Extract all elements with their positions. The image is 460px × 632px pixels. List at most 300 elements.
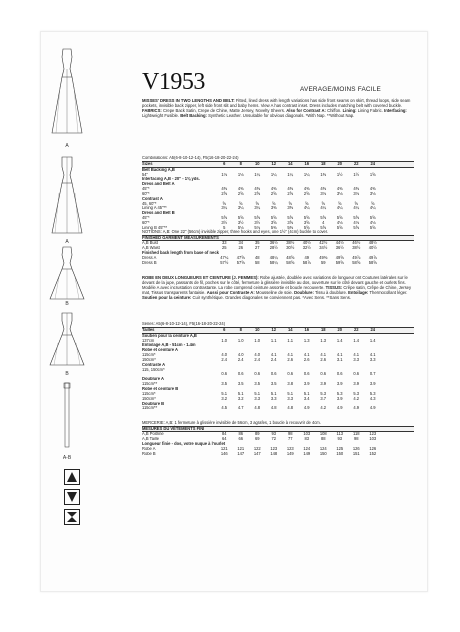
- belt-backing-text: Synthetic Leather. Unsuitable for obvious diagonals. *With Nap. **Without Nap.: [208, 112, 355, 118]
- row-label: Interfacing A,B - 20" - 1⅜ yds.: [142, 177, 200, 182]
- value-cell: 46½: [352, 240, 361, 246]
- value-cell: 3.9: [336, 395, 343, 401]
- pattern-number: V1953: [142, 69, 205, 95]
- value-cell: 3⅜: [287, 205, 294, 211]
- value-cell: 2⅝: [287, 190, 294, 196]
- row-label: 115cm**: [142, 382, 158, 387]
- value-cell: 3.3: [270, 395, 277, 401]
- value-cell: 4⅜: [270, 186, 277, 192]
- sketch-label: A: [65, 239, 69, 245]
- value-cell: 40½: [302, 240, 311, 246]
- value-cell: 5⅝: [320, 224, 327, 230]
- value-cell: 3.9: [303, 381, 310, 387]
- value-cell: 86: [238, 431, 244, 437]
- value-cell: 146: [220, 450, 228, 456]
- size-cell: 6: [223, 160, 226, 166]
- value-cell: 1.1: [287, 337, 294, 343]
- row-label: Robe et ceinture A: [142, 348, 179, 353]
- value-cell: 1¼: [303, 171, 310, 177]
- value-cell: 34½: [319, 245, 328, 251]
- tailles-header-row: [142, 327, 414, 334]
- row-label: 45"*: [142, 216, 150, 221]
- row-label: 60"*: [142, 220, 150, 225]
- value-cell: 3.5: [221, 381, 228, 387]
- value-cell: 147: [237, 450, 245, 456]
- value-cell: 5⅝: [353, 224, 360, 230]
- table-row: [142, 452, 414, 457]
- row-label: Contrast A: [142, 196, 163, 201]
- size-cell: 14: [287, 326, 293, 332]
- value-cell: 2.4: [270, 356, 277, 362]
- value-cell: 122: [253, 445, 261, 451]
- value-cell: ⅝: [321, 200, 325, 206]
- value-cell: 103: [303, 431, 311, 437]
- value-cell: 36½: [335, 245, 344, 251]
- value-cell: 47¼: [220, 254, 229, 260]
- value-cell: 4.2: [353, 395, 360, 401]
- value-cell: 58⅝: [352, 259, 361, 265]
- value-cell: 4.9: [353, 405, 360, 411]
- value-cell: 4.9: [303, 405, 310, 411]
- value-cell: 1½: [336, 171, 343, 177]
- value-cell: 4.5: [221, 405, 228, 411]
- value-cell: 5⅝: [270, 215, 277, 221]
- sizes-header-row: [142, 161, 414, 168]
- value-cell: 4.1: [287, 352, 294, 358]
- value-cell: 5.3: [320, 390, 327, 396]
- value-cell: 4.8: [287, 405, 294, 411]
- value-cell: 113: [336, 431, 344, 437]
- value-cell: 125: [336, 445, 344, 451]
- value-cell: 88: [320, 436, 326, 442]
- value-cell: 5⅝: [287, 215, 294, 221]
- value-cell: 4.1: [303, 352, 310, 358]
- row-label: A,B Poitrine: [142, 432, 164, 437]
- value-cell: 59⅝: [335, 259, 344, 265]
- value-cell: 1.4: [353, 337, 360, 343]
- size-cell: 10: [254, 326, 260, 332]
- sketch-belt: [62, 381, 72, 451]
- value-cell: 5.3: [353, 390, 360, 396]
- value-cell: 0.6: [336, 371, 343, 377]
- value-cell: 1⅜: [320, 171, 327, 177]
- value-cell: ⅝: [222, 200, 226, 206]
- value-cell: 121: [237, 445, 245, 451]
- difficulty-level: AVERAGE/MOINS FACILE: [300, 86, 381, 93]
- value-cell: 4.8: [254, 405, 261, 411]
- size-cell: 16: [304, 160, 310, 166]
- value-cell: 1⅛: [221, 171, 228, 177]
- sketch-label: B: [65, 301, 69, 307]
- value-cell: 1.0: [237, 337, 244, 343]
- value-cell: 3.3: [369, 356, 376, 362]
- value-cell: 2⅝: [221, 190, 228, 196]
- fabric-symbol-icon: [64, 489, 80, 505]
- value-cell: 28½: [269, 245, 278, 251]
- value-cell: 3⅛: [353, 190, 360, 196]
- value-cell: 2⅝: [237, 190, 244, 196]
- value-cell: 44½: [335, 240, 344, 246]
- row-label: 150cm*: [142, 396, 156, 401]
- value-cell: 33: [221, 240, 227, 246]
- mercerie-section: [142, 421, 414, 456]
- row-label: A,B Bust: [142, 241, 158, 246]
- value-cell: 69: [254, 436, 260, 442]
- value-cell: 123: [369, 431, 377, 437]
- mercerie-text: MERCERIE: A,B: 1 fermeture à glissière invisible de 56cm, 3 agrafes, 1 boucle à recouvrir de 4cm.: [142, 420, 321, 425]
- fabrics-text: Crepe Back Satin, Crepe de Chine, Matte Jersey, Novelty Sheers.: [162, 107, 286, 113]
- value-cell: 5⅝: [336, 215, 343, 221]
- value-cell: 3¼: [237, 205, 244, 211]
- value-cell: 1¼: [270, 171, 277, 177]
- value-cell: 3¼: [254, 205, 261, 211]
- value-cell: 3⅝: [287, 219, 294, 225]
- finished-measurements-title: FINISHED GARMENT MEASUREMENTS: [142, 235, 414, 242]
- soutien-text: Cuir synthétique. Grandes diagonales ne conviennent pas. *Avec Sens. **Sans Sens.: [192, 294, 351, 300]
- value-cell: 48: [254, 254, 260, 260]
- value-cell: 126: [352, 445, 360, 451]
- value-cell: 4.1: [369, 352, 376, 358]
- value-cell: 42½: [319, 240, 328, 246]
- value-cell: 108: [319, 431, 327, 437]
- longueur-title: Longueur finie - dos, votre nuque à l'ourlet: [142, 441, 226, 447]
- value-cell: 5⅝: [221, 215, 228, 221]
- size-cell: 22: [353, 326, 359, 332]
- fabrics-label: FABRICS:: [142, 107, 162, 113]
- tissus-label: TISSUS:: [325, 284, 343, 290]
- value-cell: 4.2: [320, 405, 327, 411]
- value-cell: 4: [322, 219, 325, 225]
- value-cell: 3⅜: [270, 205, 277, 211]
- size-cell: 16: [304, 326, 310, 332]
- value-cell: 72: [271, 436, 277, 442]
- table-row: [142, 406, 414, 411]
- value-cell: 3⅝: [270, 219, 277, 225]
- value-cell: 38½: [286, 240, 295, 246]
- value-cell: 3.5: [270, 381, 277, 387]
- value-cell: ⅝: [371, 200, 375, 206]
- value-cell: 0.6: [221, 371, 228, 377]
- size-cell: 20: [337, 326, 343, 332]
- value-cell: 3.5: [254, 381, 261, 387]
- value-cell: 4⅛: [369, 219, 376, 225]
- value-cell: 1⅝: [369, 171, 376, 177]
- value-cell: 1½: [353, 171, 360, 177]
- value-cell: 149: [303, 450, 311, 456]
- interfacing-label: Interfacing:: [384, 107, 407, 113]
- longueur-rows: [142, 447, 414, 457]
- value-cell: 5⅝: [336, 224, 343, 230]
- row-label: Robe et ceinture B: [142, 386, 179, 391]
- row-label: 137cm: [142, 338, 155, 343]
- value-cell: 118: [352, 431, 360, 437]
- value-cell: 103: [369, 436, 377, 442]
- value-cell: 4.0: [221, 352, 228, 358]
- metric-rows: [142, 334, 414, 412]
- value-cell: 4¼: [369, 205, 376, 211]
- value-cell: 5⅝: [237, 215, 244, 221]
- row-label: Dress and Belt B: [142, 211, 175, 216]
- row-label: Entoilage A,B - 51cm - 1.4m: [142, 343, 196, 348]
- back-length-title: Finished back length from base of neck: [142, 250, 219, 256]
- aussi-text: Mousseline de soie.: [255, 289, 293, 295]
- value-cell: 3.7: [320, 395, 327, 401]
- row-label: Dress B: [142, 260, 157, 265]
- value-cell: 2⅝: [303, 190, 310, 196]
- value-cell: 124: [303, 445, 311, 451]
- value-cell: 57½: [220, 259, 229, 265]
- sketch-dress-a-front: [50, 47, 84, 137]
- value-cell: 58: [254, 259, 260, 265]
- row-label: 150cm*: [142, 357, 156, 362]
- belt-backing-label: Belt Backing:: [180, 112, 207, 118]
- value-cell: ⅝: [288, 200, 292, 206]
- value-cell: 3¼: [221, 205, 228, 211]
- value-cell: 89: [254, 431, 260, 437]
- size-cell: 10: [254, 160, 260, 166]
- row-label: 60"*: [142, 191, 150, 196]
- value-cell: 5.3: [336, 390, 343, 396]
- value-cell: 93: [271, 431, 277, 437]
- row-label: A,B Taille: [142, 437, 159, 442]
- value-cell: 0.6: [320, 371, 327, 377]
- value-cell: 49⅞: [368, 254, 377, 260]
- value-cell: 4.3: [369, 395, 376, 401]
- fabric-symbol-icon: [64, 509, 80, 525]
- sketch-dress-b-front: [48, 245, 86, 303]
- value-cell: 58⅝: [286, 259, 295, 265]
- value-cell: 49⅞: [352, 254, 361, 260]
- value-cell: ⅝: [305, 200, 309, 206]
- size-cell: 24: [370, 326, 376, 332]
- size-cell: 8: [239, 326, 242, 332]
- row-label: Robe A: [142, 446, 156, 451]
- row-label: Dress A: [142, 255, 157, 260]
- value-cell: 5⅝: [353, 215, 360, 221]
- value-cell: 4⅜: [336, 186, 343, 192]
- value-cell: 148: [270, 450, 278, 456]
- value-cell: 1.0: [254, 337, 261, 343]
- value-cell: 5⅝: [303, 215, 310, 221]
- value-cell: 4.9: [336, 405, 343, 411]
- row-label: Doublure B: [142, 401, 165, 406]
- value-cell: 150: [319, 450, 327, 456]
- value-cell: 4¼: [353, 205, 360, 211]
- row-label: 54": [142, 172, 149, 177]
- value-cell: 147: [253, 450, 261, 456]
- value-cell: 38½: [352, 245, 361, 251]
- value-cell: 5⅝: [303, 224, 310, 230]
- row-label: Belt Backing A,B: [142, 167, 175, 172]
- value-cell: 26: [238, 245, 244, 251]
- value-cell: 34: [238, 240, 244, 246]
- value-cell: 98: [353, 436, 359, 442]
- value-cell: 3⅛: [369, 190, 376, 196]
- value-cell: 4⅜: [320, 186, 327, 192]
- value-cell: 5⅝: [320, 215, 327, 221]
- value-cell: 4⅜: [254, 186, 261, 192]
- sizes-label: Sizes: [142, 161, 153, 166]
- value-cell: 49: [304, 254, 310, 260]
- value-cell: 2⅝: [254, 190, 261, 196]
- value-cell: 36½: [269, 240, 278, 246]
- value-cell: 3.9: [336, 381, 343, 387]
- value-cell: 49⅝: [335, 254, 344, 260]
- value-cell: 2.6: [320, 356, 327, 362]
- lining-text: Lining Fabric.: [357, 107, 383, 113]
- value-cell: 5.1: [270, 390, 277, 396]
- value-cell: 4.9: [369, 405, 376, 411]
- value-cell: 58⅞: [302, 259, 311, 265]
- value-cell: 66: [238, 436, 244, 442]
- row-label: 115, 150cm*: [142, 367, 165, 372]
- value-cell: 1.4: [336, 337, 343, 343]
- value-cell: 5.1: [237, 390, 244, 396]
- value-cell: 5⅛: [254, 224, 261, 230]
- value-cell: 4⅛: [336, 219, 343, 225]
- value-cell: 64: [221, 436, 227, 442]
- value-cell: 4⅛: [353, 219, 360, 225]
- value-cell: 77: [287, 436, 293, 442]
- notions-text: NOTIONS: A,B: One 22" (56cm) invisible zipper, three hooks and eyes, one 1½" (4cm) buckle to cover.: [142, 229, 329, 234]
- value-cell: 4.1: [320, 352, 327, 358]
- description-body: Fitted, lined dress with length variations has side front seams on skirt, thread loops, side seam pockets, invisible back zipper, left side front slit and baby hems. View A has contrast inset. Dress includes matching belt with covered buckle.: [142, 98, 411, 108]
- value-cell: 4¼: [303, 205, 310, 211]
- value-cell: 30½: [286, 245, 295, 251]
- size-cell: 22: [353, 160, 359, 166]
- value-cell: 35: [254, 240, 260, 246]
- size-cell: 8: [239, 160, 242, 166]
- size-cell: 12: [271, 326, 277, 332]
- size-cell: 6: [223, 326, 226, 332]
- value-cell: 3.2: [221, 395, 228, 401]
- value-cell: 83: [304, 436, 310, 442]
- value-cell: 3½: [254, 219, 261, 225]
- sketch-dress-a-back: [50, 155, 84, 237]
- value-cell: 4¼: [336, 205, 343, 211]
- table-row: [142, 261, 414, 266]
- value-cell: 48½: [368, 240, 377, 246]
- value-cell: 2.4: [221, 356, 228, 362]
- value-cell: 3.5: [237, 381, 244, 387]
- interfacing-text: Lightweight Fusible.: [142, 112, 180, 118]
- value-cell: 2.4: [237, 356, 244, 362]
- value-cell: 47⅝: [236, 254, 245, 260]
- value-cell: 5.1: [221, 390, 228, 396]
- sizes-label: Tailles: [142, 327, 155, 332]
- size-cell: 12: [271, 160, 277, 166]
- series-text: Séries: A5(6-8-10-12-14), F5(16-18-20-22-24): [142, 322, 226, 326]
- value-cell: 4.7: [237, 405, 244, 411]
- value-cell: 5⅜: [270, 224, 277, 230]
- value-cell: 0.6: [254, 371, 261, 377]
- value-cell: 0.6: [287, 371, 294, 377]
- french-title: ROBE EN DEUX LONGUEURS ET CEINTURE (J. FEMMES):: [142, 275, 259, 280]
- value-cell: 4.0: [254, 352, 261, 358]
- size-cell: 18: [320, 160, 326, 166]
- doublure-label: Doublure:: [294, 289, 314, 295]
- row-label: Contraste A: [142, 362, 166, 367]
- value-cell: 5.1: [287, 390, 294, 396]
- value-cell: 4¼: [320, 205, 327, 211]
- contrast-text: Chiffon.: [327, 107, 342, 113]
- value-cell: 5⅝: [254, 215, 261, 221]
- value-cell: 4⅜: [287, 186, 294, 192]
- size-cell: 20: [337, 160, 343, 166]
- sketch-label: A: [65, 143, 69, 149]
- notions-section: [142, 230, 414, 265]
- value-cell: 49⅜: [319, 254, 328, 260]
- value-cell: 32½: [302, 245, 311, 251]
- value-cell: 5⅛: [237, 224, 244, 230]
- value-cell: ⅝: [255, 200, 259, 206]
- value-cell: 40½: [368, 245, 377, 251]
- value-cell: 123: [270, 445, 278, 451]
- garment-sketches: [40, 31, 100, 590]
- row-label: A,B Waist: [142, 246, 160, 251]
- size-cell: 18: [320, 326, 326, 332]
- value-cell: 0.6: [303, 371, 310, 377]
- value-cell: 1.1: [270, 337, 277, 343]
- row-label: Soutien pour la ceinture A,B: [142, 333, 197, 338]
- sketch-dress-b-back: [48, 311, 86, 369]
- value-cell: 3⅝: [303, 219, 310, 225]
- value-cell: ⅝: [272, 200, 276, 206]
- value-cell: 3.3: [353, 356, 360, 362]
- value-cell: 3.9: [320, 381, 327, 387]
- yardage-table: [142, 156, 414, 231]
- value-cell: 1.0: [221, 337, 228, 343]
- value-cell: 5⅝: [369, 215, 376, 221]
- size-cell: 14: [287, 160, 293, 166]
- value-cell: 2.6: [303, 356, 310, 362]
- value-cell: 4.1: [270, 352, 277, 358]
- value-cell: 2.4: [254, 356, 261, 362]
- value-cell: 27: [254, 245, 260, 251]
- value-cell: 1¼: [287, 171, 294, 177]
- value-cell: 1.4: [369, 337, 376, 343]
- value-cell: 3⅛: [336, 190, 343, 196]
- value-cell: 1¼: [254, 171, 261, 177]
- value-cell: 4⅜: [369, 186, 376, 192]
- value-cell: 4.1: [353, 352, 360, 358]
- value-cell: 4.0: [237, 352, 244, 358]
- value-cell: 84: [221, 431, 227, 437]
- size-cell: 24: [370, 160, 376, 166]
- description-title: MISSES' DRESS IN TWO LENGTHS AND BELT:: [142, 98, 235, 103]
- value-cell: 4⅜: [303, 186, 310, 192]
- value-cell: 3.3: [254, 395, 261, 401]
- value-cell: 58⅝: [368, 259, 377, 265]
- french-description: [142, 276, 414, 301]
- row-label: 45"*: [142, 187, 150, 192]
- value-cell: 4.1: [336, 352, 343, 358]
- value-cell: 93: [337, 436, 343, 442]
- value-cell: 151: [352, 450, 360, 456]
- value-cell: 3.8: [287, 381, 294, 387]
- value-cell: 4⅜: [353, 186, 360, 192]
- value-cell: 123: [286, 445, 294, 451]
- entoilage-text: Thermocollant léger.: [369, 289, 408, 295]
- lining-label: Lining:: [342, 107, 357, 113]
- value-cell: 150: [336, 450, 344, 456]
- back-length-rows: [142, 256, 414, 266]
- value-cell: 5.1: [303, 390, 310, 396]
- sketch-label: B: [65, 371, 69, 377]
- value-cell: 4⅜: [221, 186, 228, 192]
- french-body: Robe ajustée, doublée avec variations de longueur ont Coutures latérales sur le devant de la jupe, passants de fil, poches sur le côté, fermeture à glissière invisible au dos, ouverture sur le côté devant gauche et ourlets fins. Modèle A avec incrustation contrastante. La robe comprend ceinture assortie et boucle recouverte.: [142, 275, 408, 290]
- value-cell: 3½: [237, 219, 244, 225]
